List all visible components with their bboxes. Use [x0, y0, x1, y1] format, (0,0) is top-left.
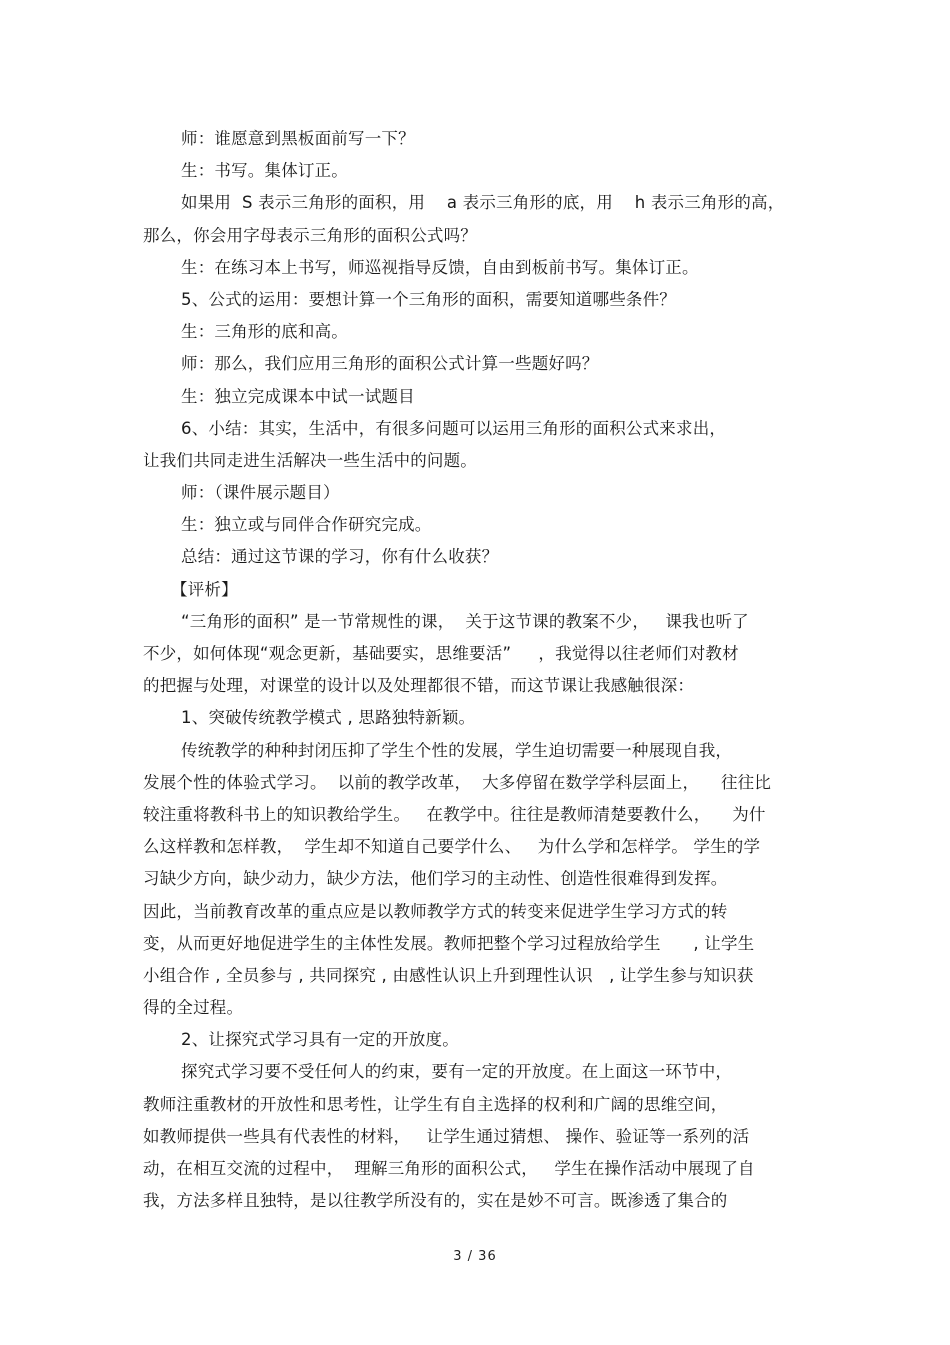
text-line: 动，在相互交流的过程中， 理解三角形的面积公式， 学生在操作活动中展现了自 — [143, 1159, 755, 1178]
text-line: 让我们共同走进生活解决一些生活中的问题。 — [143, 450, 477, 470]
text-line: 得的全过程。 — [143, 998, 244, 1018]
text-line: 如果用 S 表示三角形的面积，用 a 表示三角形的底，用 h 表示三角形的高， — [181, 193, 785, 213]
text-line: 传统教学的种种封闭压抑了学生个性的发展，学生迫切需要一种展现自我， — [181, 740, 733, 760]
text-line: 总结：通过这节课的学习，你有什么收获？ — [181, 547, 499, 567]
text-line: 变，从而更好地促进学生的主体性发展。教师把整个学习过程放给学生 , 让学生 — [143, 933, 755, 953]
text-line: 的把握与处理，对课堂的设计以及处理都很不错，而这节课让我感触很深： — [143, 676, 695, 696]
text-line: 我，方法多样且独特，是以往教学所没有的，实在是妙不可言。既渗透了集合的 — [143, 1191, 728, 1211]
text-line: 么这样教和怎样教， 学生却不知道自己要学什么、 为什么学和怎样学。 学生的学 — [143, 837, 761, 857]
text-line: 习缺少方向，缺少动力，缺少方法，他们学习的主动性、创造性很难得到发挥。 — [143, 869, 728, 889]
text-line: 师：那么，我们应用三角形的面积公式计算一些题好吗？ — [181, 354, 599, 374]
document-body — [143, 123, 808, 1217]
text-line: 生：三角形的底和高。 — [181, 322, 348, 342]
text-line: 5、公式的运用：要想计算一个三角形的面积，需要知道哪些条件？ — [181, 289, 676, 309]
text-line: 生：独立或与同伴合作研究完成。 — [181, 515, 432, 535]
text-line: 因此，当前教育改革的重点应是以教师教学方式的转变来促进学生学习方式的转 — [143, 901, 728, 921]
page-number: 3 / 36 — [453, 1249, 497, 1264]
text-line: 小组合作 , 全员参与 , 共同探究 , 由感性认识上升到理性认识 , 让学生参与知识获 — [143, 965, 754, 985]
text-line: 师：谁愿意到黑板面前写一下？ — [181, 129, 415, 148]
text-line: “三角形的面积” 是一节常规性的课， 关于这节课的教案不少， 课我也听了 — [181, 611, 749, 631]
text-line: 如教师提供一些具有代表性的材料， 让学生通过猜想、 操作、验证等一系列的活 — [143, 1126, 750, 1146]
text-line: 生：书写。集体订正。 — [181, 161, 348, 181]
text-line: 探究式学习要不受任何人的约束，要有一定的开放度。在上面这一环节中， — [181, 1062, 733, 1082]
text-line: 生：独立完成课本中试一试题目 — [181, 386, 415, 406]
text-line: 较注重将教科书上的知识教给学生。 在教学中。往往是教师清楚要教什么， 为什 — [143, 804, 766, 824]
text-line: 6、小结：其实，生活中，有很多问题可以运用三角形的面积公式来求出， — [181, 418, 727, 438]
text-line: 【评析】 — [171, 579, 238, 599]
text-line: 1、突破传统教学模式 , 思路独特新颖。 — [181, 708, 476, 728]
text-line: 教师注重教材的开放性和思考性，让学生有自主选择的权利和广阔的思维空间， — [143, 1094, 728, 1114]
text-line: 不少，如何体现“观念更新，基础要实，思维要活” ，我觉得以往老师们对教材 — [143, 644, 739, 663]
text-line: 2、让探究式学习具有一定的开放度。 — [181, 1030, 459, 1050]
text-line: 发展个性的体验式学习。 以前的教学改革， 大多停留在数学学科层面上， 往往比 — [143, 772, 772, 792]
text-line: 那么，你会用字母表示三角形的面积公式吗？ — [143, 225, 477, 245]
text-line: 生：在练习本上书写，师巡视指导反馈，自由到板前书写。集体订正。 — [181, 257, 699, 277]
text-line: 师：（课件展示题目） — [181, 483, 340, 503]
